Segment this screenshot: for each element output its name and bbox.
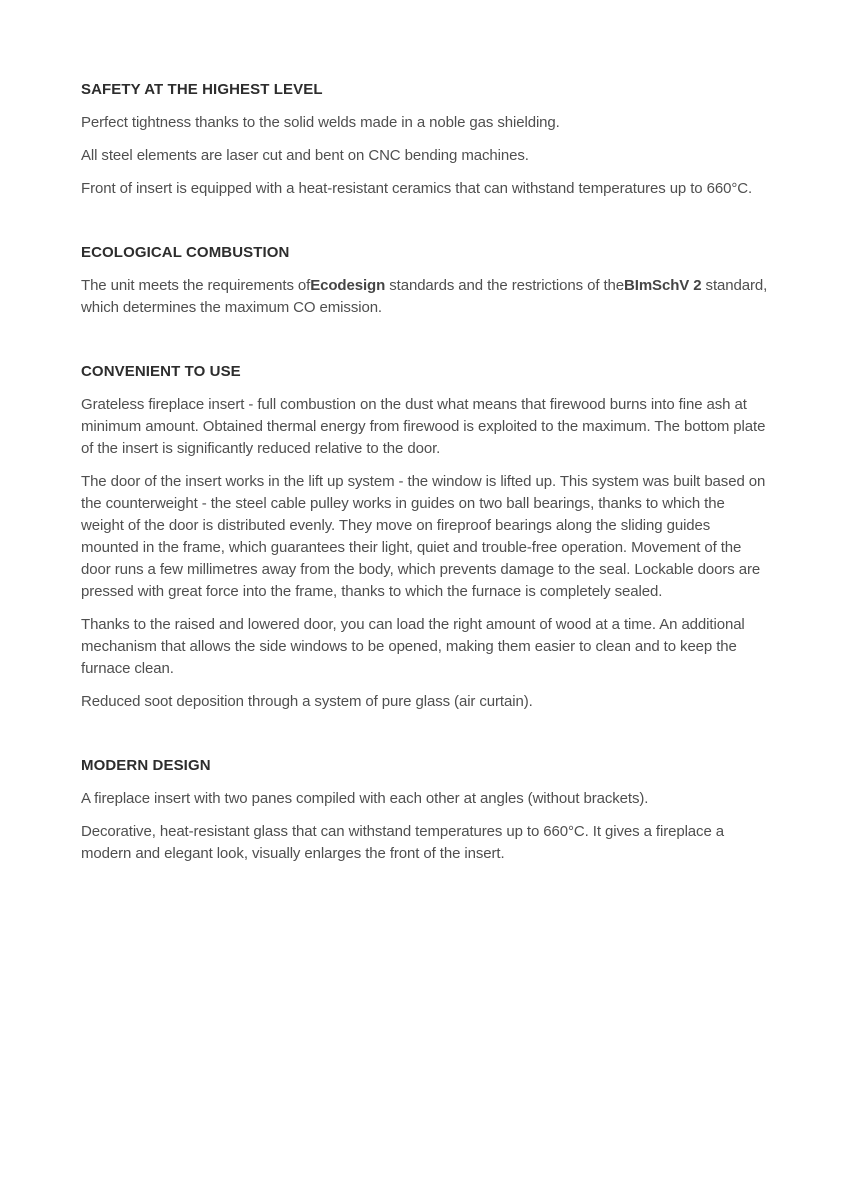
paragraph: Grateless fireplace insert - full combustion on the dust what means that firewood burns into fine ash at minimum amount. Obtained thermal energy from firewood is exploited to the maximum. The bottom plate of the insert is significantly reduced relative to the door. (81, 396, 766, 457)
paragraph-text: standard, which determines the maximum CO emission. (81, 277, 768, 316)
paragraph: Reduced soot deposition through a system of pure glass (air curtain). (81, 693, 533, 710)
section-ecological (81, 243, 769, 319)
section-heading-safety: SAFETY AT THE HIGHEST LEVEL (81, 81, 323, 98)
paragraph: A fireplace insert with two panes compiled with each other at angles (without brackets). (81, 790, 649, 807)
paragraph (81, 275, 769, 319)
section-heading-convenient: CONVENIENT TO USE (81, 363, 241, 380)
paragraph-text: The unit meets the requirements of (81, 277, 311, 294)
paragraph-text: standards and the restrictions of the (385, 277, 625, 294)
paragraph: The door of the insert works in the lift up system - the window is lifted up. This system was built based on the counterweight - the steel cable pulley works in guides on two ball bearings, thanks to which the weight of the door is distributed evenly. They move on fireproof bearings along the sliding guides mounted in the frame, which guarantees their light, quiet and trouble-free operation. Movement of the door runs a few millimetres away from the body, which prevents damage to the seal. Lockable doors are pressed with great force into the frame, thanks to which the furnace is completely sealed. (81, 473, 766, 600)
section-heading-modern: MODERN DESIGN (81, 757, 211, 774)
paragraph: Front of insert is equipped with a heat-resistant ceramics that can withstand temperatures up to 660°C. (81, 180, 753, 197)
paragraph: Decorative, heat-resistant glass that can withstand temperatures up to 660°C. It gives a fireplace a modern and elegant look, visually enlarges the front of the insert. (81, 823, 725, 862)
paragraph: Perfect tightness thanks to the solid welds made in a noble gas shielding. (81, 114, 560, 131)
paragraph: All steel elements are laser cut and bent on CNC bending machines. (81, 147, 529, 164)
section-modern (81, 756, 769, 865)
paragraph: Thanks to the raised and lowered door, you can load the right amount of wood at a time. An additional mechanism that allows the side windows to be opened, making them easier to clean and to keep the furnace clean. (81, 616, 745, 677)
bold-term-ecodesign: Ecodesign (310, 277, 386, 294)
section-safety (81, 80, 769, 200)
document-content (81, 80, 769, 865)
section-heading-ecological: ECOLOGICAL COMBUSTION (81, 244, 290, 261)
bold-term-bimschv: BImSchV 2 (624, 277, 702, 294)
section-convenient (81, 362, 769, 713)
